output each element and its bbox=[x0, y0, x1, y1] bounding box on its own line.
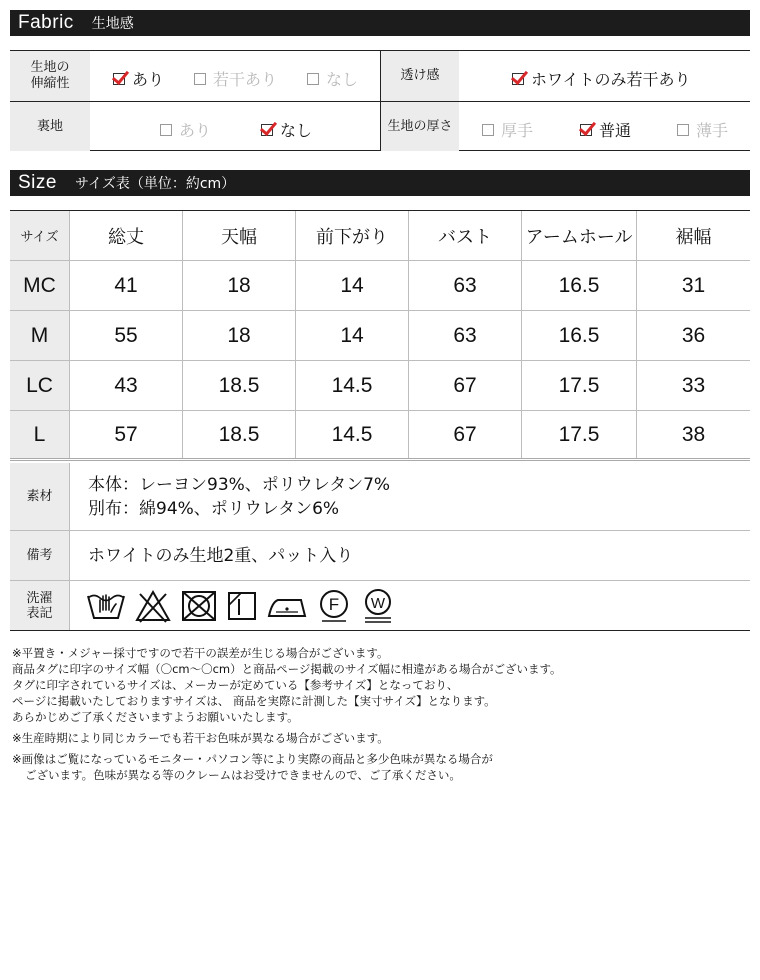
checkbox-empty-icon bbox=[482, 124, 494, 136]
svg-text:W: W bbox=[370, 594, 386, 612]
sheer-option-white-slight[interactable]: ホワイトのみ若干あり bbox=[512, 67, 691, 90]
table-cell: 14 bbox=[296, 311, 409, 360]
checkbox-empty-icon bbox=[307, 73, 319, 85]
note-line: ※生産時期により同じカラーでも若干お色味が異なる場合がございます。 bbox=[12, 731, 389, 745]
fabric-title-en: Fabric bbox=[18, 12, 74, 33]
size-title-jp: サイズ表（単位：約cm） bbox=[74, 176, 236, 192]
size-cell: MC bbox=[10, 261, 70, 310]
dry-clean-f-icon bbox=[316, 588, 352, 624]
header-armhole: アームホール bbox=[522, 211, 637, 260]
table-cell: 17.5 bbox=[522, 361, 637, 410]
remarks-label: 備考 bbox=[10, 531, 70, 580]
lining-option-no[interactable]: なし bbox=[261, 118, 312, 141]
line-dry-shade-icon bbox=[226, 588, 258, 624]
material-text bbox=[70, 463, 390, 530]
checkbox-checked-icon bbox=[580, 124, 592, 136]
checkbox-empty-icon bbox=[194, 73, 206, 85]
stretch-label: 生地の 伸縮性 bbox=[10, 51, 90, 101]
table-cell: 38 bbox=[681, 422, 706, 446]
table-cell: 14 bbox=[296, 261, 409, 310]
table-cell: 43 bbox=[70, 361, 183, 410]
table-cell: 18 bbox=[183, 261, 296, 310]
stretch-option-yes[interactable]: あり bbox=[113, 67, 164, 90]
material-line-sub: 別布：綿94%、ポリウレタン6% bbox=[88, 498, 340, 519]
table-row bbox=[10, 411, 750, 461]
table-row bbox=[10, 361, 750, 411]
fabric-table bbox=[10, 50, 750, 151]
care-label: 洗濯 表記 bbox=[10, 581, 70, 630]
svg-text:F: F bbox=[328, 594, 340, 614]
thickness-label: 生地の厚さ bbox=[381, 102, 459, 151]
material-row bbox=[10, 463, 750, 531]
checkbox-empty-icon bbox=[677, 124, 689, 136]
fabric-section-header bbox=[10, 10, 750, 36]
care-icons bbox=[70, 581, 396, 630]
header-top-width: 天幅 bbox=[183, 211, 296, 260]
thickness-option-thick[interactable]: 厚手 bbox=[482, 118, 533, 141]
table-cell: 17.5 bbox=[522, 411, 637, 458]
table-cell: 18.5 bbox=[183, 361, 296, 410]
size-title-en: Size bbox=[18, 172, 57, 193]
checkbox-checked-icon bbox=[261, 124, 273, 136]
table-cell: 67 bbox=[409, 411, 522, 458]
header-bust: バスト bbox=[409, 211, 522, 260]
size-table-header-row bbox=[10, 211, 750, 261]
remarks-text: ホワイトのみ生地2重、パット入り bbox=[88, 545, 354, 566]
note-line: ページに掲載いたしておりますサイズは、 商品を実際に計測した【実寸サイズ】となります。 bbox=[12, 694, 496, 708]
material-line-main: 本体：レーヨン93%、ポリウレタン7% bbox=[88, 474, 391, 495]
hand-wash-icon bbox=[86, 588, 126, 624]
checkbox-checked-icon bbox=[113, 73, 125, 85]
table-cell: 63 bbox=[409, 261, 522, 310]
fabric-title-jp: 生地感 bbox=[91, 16, 134, 32]
wet-clean-w-icon bbox=[360, 588, 396, 624]
table-cell: 63 bbox=[409, 311, 522, 360]
table-cell: 14.5 bbox=[296, 361, 409, 410]
header-size: サイズ bbox=[10, 211, 70, 260]
checkbox-checked-icon bbox=[512, 73, 524, 85]
size-section-header bbox=[10, 170, 750, 196]
header-length: 総丈 bbox=[70, 211, 183, 260]
table-cell: 16.5 bbox=[522, 261, 637, 310]
header-hem-width: 裾幅 bbox=[675, 226, 712, 248]
no-tumble-dry-icon bbox=[180, 588, 218, 624]
material-label: 素材 bbox=[10, 463, 70, 530]
sheer-label: 透け感 bbox=[381, 51, 459, 101]
note-line: ございます。色味が異なる等のクレームはお受けできませんので、ご了承ください。 bbox=[25, 768, 461, 782]
size-cell: M bbox=[10, 311, 70, 360]
table-cell: 18 bbox=[183, 311, 296, 360]
note-line: タグに印字されているサイズは、メーカーが定めている【参考サイズ】となっており、 bbox=[12, 678, 459, 692]
table-row bbox=[10, 311, 750, 361]
size-cell: LC bbox=[10, 361, 70, 410]
care-row bbox=[10, 581, 750, 631]
size-table bbox=[10, 210, 750, 461]
header-front-drop: 前下がり bbox=[296, 211, 409, 260]
table-cell: 41 bbox=[70, 261, 183, 310]
lining-label: 裏地 bbox=[10, 102, 90, 151]
table-cell: 14.5 bbox=[296, 411, 409, 458]
no-bleach-icon bbox=[134, 588, 172, 624]
checkbox-empty-icon bbox=[160, 124, 172, 136]
thickness-option-thin[interactable]: 薄手 bbox=[677, 118, 728, 141]
stretch-option-slight[interactable]: 若干あり bbox=[194, 67, 277, 90]
stretch-option-no[interactable]: なし bbox=[307, 67, 358, 90]
note-line: ※画像はご覧になっているモニター・パソコン等により実際の商品と多少色味が異なる場合が bbox=[12, 752, 493, 766]
size-cell: L bbox=[10, 411, 70, 458]
thickness-option-normal[interactable]: 普通 bbox=[580, 118, 631, 141]
low-iron-icon bbox=[266, 588, 308, 624]
remarks-row bbox=[10, 531, 750, 581]
table-cell: 57 bbox=[70, 411, 183, 458]
note-line: あらかじめご了承くださいますようお願いいたします。 bbox=[12, 710, 299, 724]
lining-option-yes[interactable]: あり bbox=[160, 118, 211, 141]
table-cell: 33 bbox=[681, 373, 706, 397]
table-cell: 67 bbox=[409, 361, 522, 410]
table-cell: 18.5 bbox=[183, 411, 296, 458]
note-line: 商品タグに印字のサイズ幅（〇cm〜〇cm）と商品ページ掲載のサイズ幅に相違がある場合がございます。 bbox=[12, 662, 562, 676]
note-line: ※平置き・メジャー採寸ですので若干の誤差が生じる場合がございます。 bbox=[12, 646, 389, 660]
table-cell: 31 bbox=[681, 273, 706, 297]
table-row bbox=[10, 261, 750, 311]
notes bbox=[12, 645, 562, 783]
table-cell: 16.5 bbox=[522, 311, 637, 360]
table-cell: 36 bbox=[681, 323, 706, 347]
table-cell: 55 bbox=[70, 311, 183, 360]
